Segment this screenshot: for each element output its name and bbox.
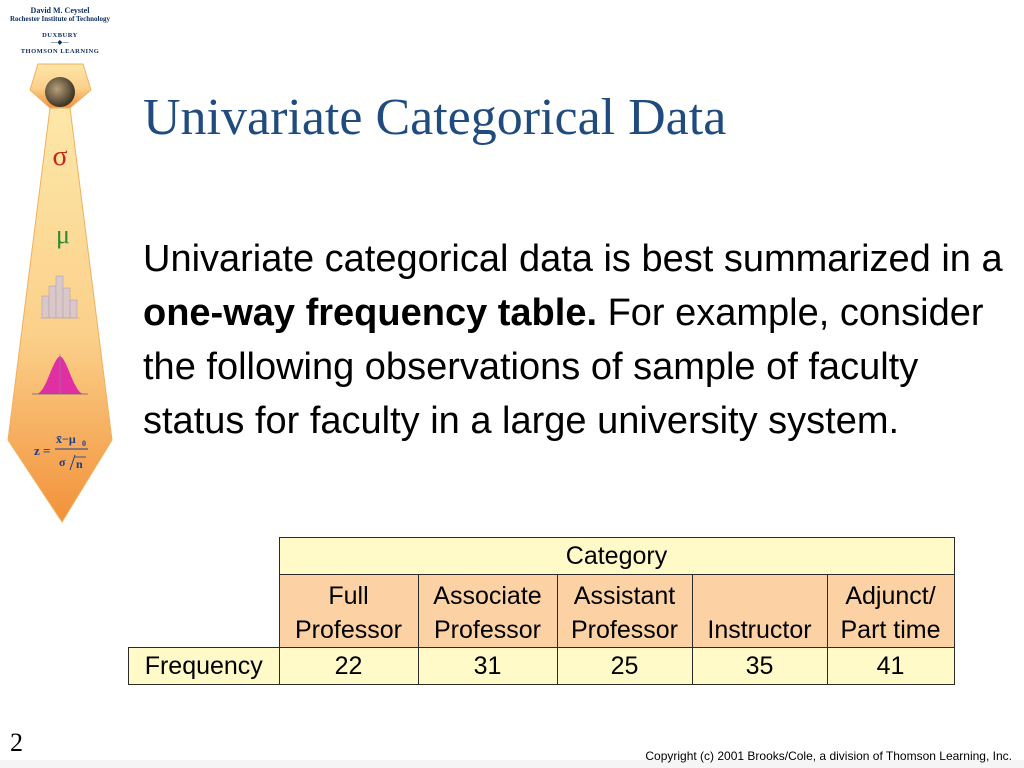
column-header-row (129, 575, 955, 648)
frequency-row (129, 648, 955, 685)
value-cell: 35 (692, 648, 827, 685)
category-header: Category (279, 538, 954, 575)
publisher-logo (0, 31, 120, 56)
body-text-bold: one-way frequency table. (143, 292, 598, 334)
publisher-top: DUXBURY (42, 32, 78, 39)
body-paragraph (143, 232, 1013, 448)
tie-graphic (0, 0, 120, 540)
value-cell: 31 (418, 648, 557, 685)
svg-text:0: 0 (82, 439, 86, 448)
mu-symbol: μ (56, 220, 70, 249)
column-header: Associate Professor (418, 575, 557, 648)
author-institution: Rochester Institute of Technology (9, 15, 110, 23)
svg-text:σ: σ (59, 455, 66, 469)
value-cell: 41 (827, 648, 954, 685)
svg-text:z =: z = (34, 443, 51, 458)
slide-title: Univariate Categorical Data (143, 89, 727, 146)
column-header: Adjunct/ Part time (827, 575, 954, 648)
sidebar-banner (0, 0, 120, 540)
row-label: Frequency (129, 648, 280, 685)
body-text-part1: Univariate categorical data is best summarized in a (143, 238, 1003, 280)
copyright-text: Copyright (c) 2001 Brooks/Cole, a division of Thomson Learning, Inc. (645, 749, 1012, 763)
empty-corner-cell (129, 538, 280, 575)
publisher-divider-icon: —◆— (50, 40, 70, 46)
publisher-bottom: THOMSON LEARNING (20, 48, 100, 55)
category-row (129, 538, 955, 575)
author-block (0, 6, 120, 56)
sigma-symbol: σ (52, 141, 68, 172)
svg-text:x̄−μ: x̄−μ (56, 432, 76, 446)
column-header: Instructor (692, 575, 827, 648)
body-text-part2: For example, consider the following observations of sample of faculty status for faculty in a large university system. (143, 292, 984, 442)
slide-number: 2 (10, 728, 23, 757)
globe-icon (45, 77, 75, 107)
column-header: Assistant Professor (557, 575, 692, 648)
author-name: David M. Ceystel (30, 6, 90, 15)
svg-text:n: n (76, 457, 83, 471)
column-header: Full Professor (279, 575, 418, 648)
value-cell: 25 (557, 648, 692, 685)
frequency-table (128, 537, 955, 685)
value-cell: 22 (279, 648, 418, 685)
empty-corner-cell (129, 575, 280, 648)
